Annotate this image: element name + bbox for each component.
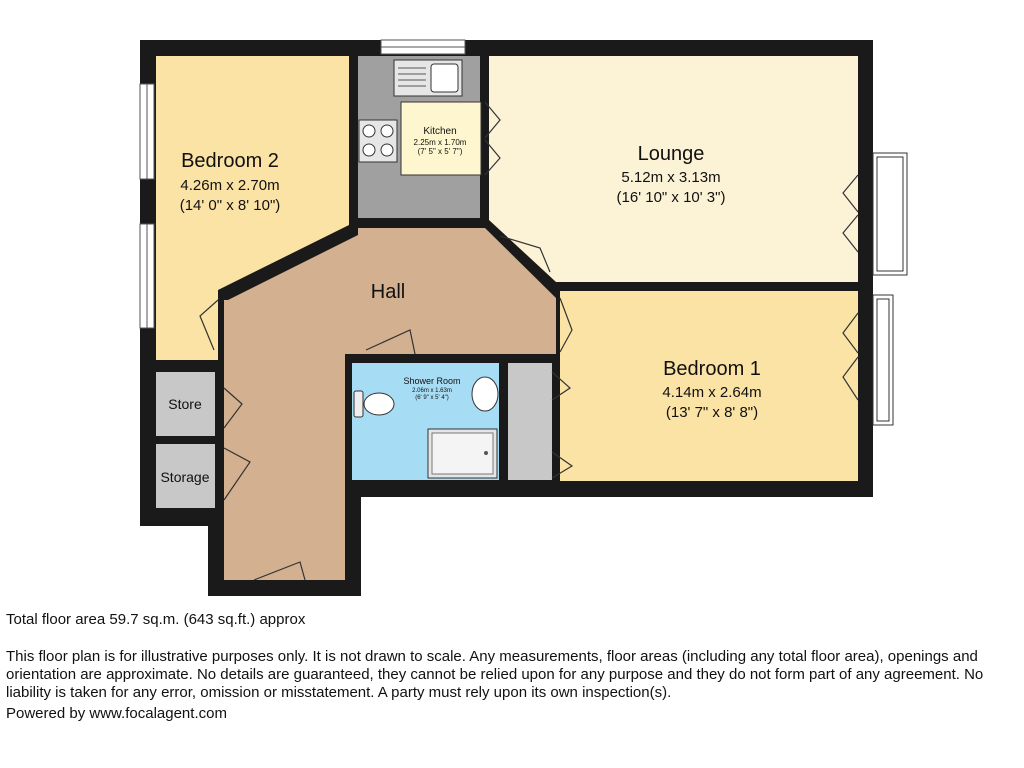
lounge-imperial: (16' 10" x 10' 3")	[616, 189, 726, 206]
lounge-metric: 5.12m x 3.13m	[621, 169, 721, 186]
bedroom-2-name: Bedroom 2	[181, 150, 279, 172]
total-floor-area: Total floor area 59.7 sq.m. (643 sq.ft.) approx	[6, 611, 306, 628]
hall-name: Hall	[370, 281, 406, 303]
lounge-name: Lounge	[637, 143, 705, 165]
sink-icon	[394, 60, 462, 96]
bedroom-2-metric: 4.26m x 2.70m	[180, 177, 280, 194]
shower-room-imperial: (6' 9" x 5' 4")	[415, 395, 449, 401]
powered-by-text: Powered by www.focalagent.com	[6, 705, 227, 722]
shower-tray-icon	[428, 429, 497, 478]
bedroom-1-name: Bedroom 1	[663, 358, 761, 380]
bedroom-1-metric: 4.14m x 2.64m	[662, 384, 762, 401]
toilet-icon	[354, 391, 394, 417]
cupboard-floor	[508, 363, 552, 480]
kitchen-name: Kitchen	[423, 126, 457, 137]
storage-name: Storage	[160, 469, 210, 485]
kitchen-metric: 2.25m x 1.70m	[413, 138, 467, 147]
shower-room-name: Shower Room	[403, 376, 461, 386]
disclaimer-text: This floor plan is for illustrative purposes only. It is not drawn to scale. Any measurements, floor areas (including any total floor area), openings and orientation are approximate. No details are guaranteed, they cannot be relied upon for any purpose and they do not form part of any agreement. No liability is taken for any error, omission or misstatement. A party must rely upon its own inspection(s).	[6, 648, 984, 701]
basin-icon	[472, 377, 498, 411]
kitchen-imperial: (7' 5" x 5' 7")	[417, 147, 463, 156]
hob-icon	[359, 120, 397, 162]
shower-room-metric: 2.06m x 1.63m	[412, 388, 452, 394]
bedroom-1-imperial: (13' 7" x 8' 8")	[665, 404, 759, 421]
store-name: Store	[168, 396, 202, 412]
bedroom-2-imperial: (14' 0" x 8' 10")	[179, 197, 281, 214]
